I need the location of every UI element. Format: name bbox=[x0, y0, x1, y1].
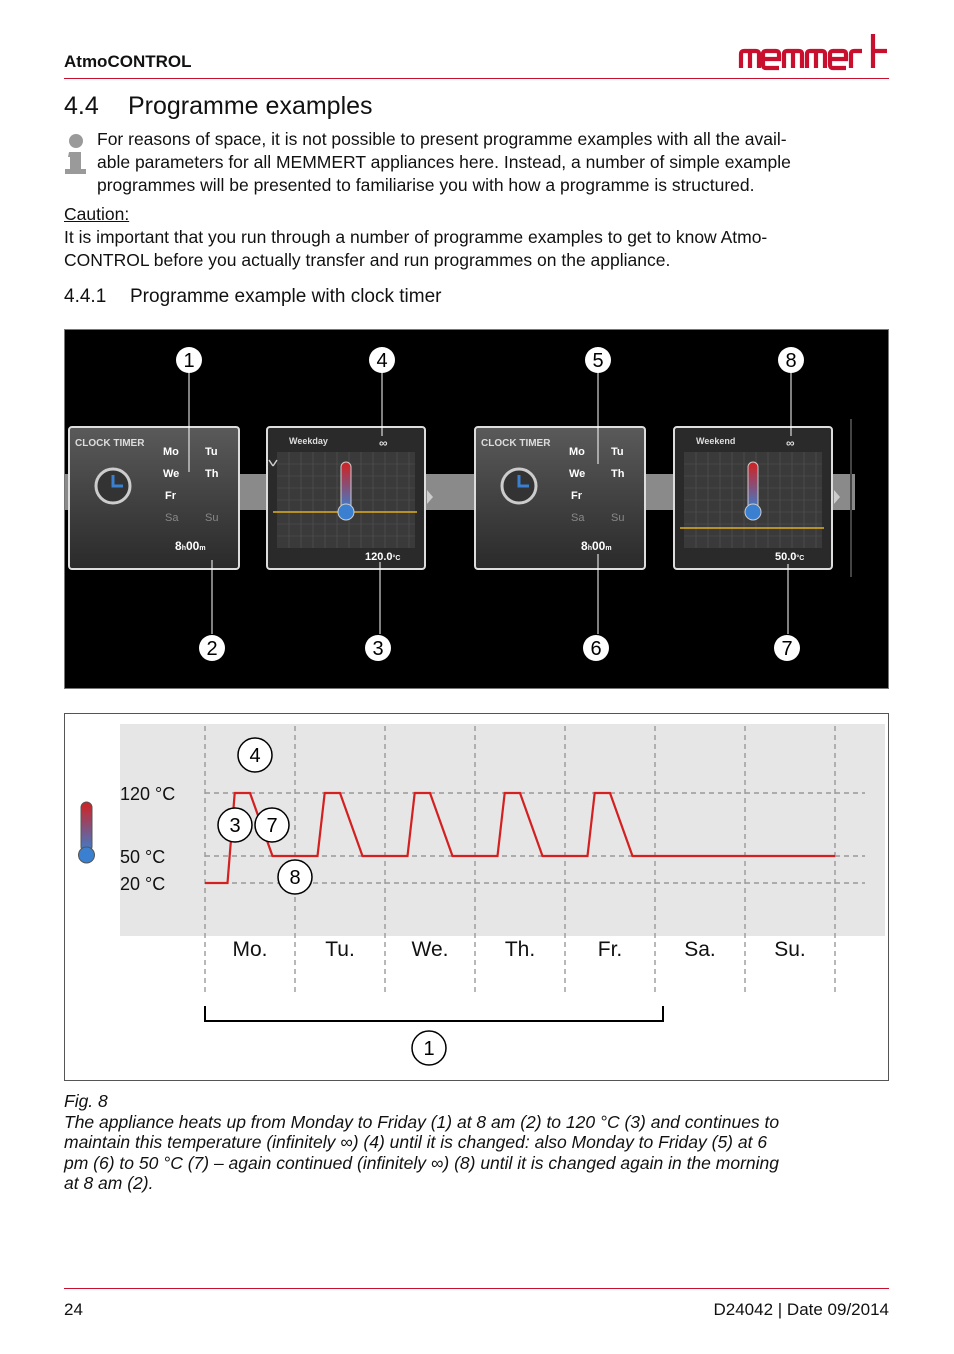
svg-text:Su: Su bbox=[611, 512, 625, 524]
svg-text:1: 1 bbox=[423, 1038, 435, 1060]
svg-text:8: 8 bbox=[289, 867, 301, 889]
y-tick-label: 20 °C bbox=[120, 874, 166, 894]
svg-text:50.0°C: 50.0°C bbox=[775, 551, 805, 563]
day-label: Su. bbox=[774, 938, 806, 961]
svg-text:2: 2 bbox=[206, 638, 218, 660]
svg-text:We: We bbox=[569, 468, 586, 480]
weekend-setpoint-panel bbox=[674, 427, 840, 569]
callout-6 bbox=[583, 635, 609, 661]
y-tick-label: 120 °C bbox=[120, 784, 176, 804]
svg-text:4: 4 bbox=[376, 350, 388, 372]
svg-text:3: 3 bbox=[372, 638, 384, 660]
section-heading: 4.4 Programme examples bbox=[64, 92, 373, 120]
svg-text:Tu: Tu bbox=[611, 446, 624, 458]
svg-text:3: 3 bbox=[229, 815, 241, 837]
caution-block: Caution: It is important that you run through a number of programme examples to get to know Atmo- CONTROL before you actually transfer and run programmes on the appliance. bbox=[64, 203, 894, 272]
svg-text:4: 4 bbox=[249, 745, 261, 767]
svg-text:8h00m: 8h00m bbox=[175, 539, 206, 553]
svg-text:Weekday: Weekday bbox=[289, 436, 328, 446]
callout-2 bbox=[199, 635, 225, 661]
chart-callout-3 bbox=[218, 808, 252, 842]
svg-text:120.0°C: 120.0°C bbox=[365, 551, 401, 563]
svg-text:Th: Th bbox=[205, 468, 219, 480]
svg-text:Tu: Tu bbox=[205, 446, 218, 458]
callout-8 bbox=[778, 347, 804, 373]
day-label: Tu. bbox=[325, 938, 355, 961]
clock-timer-panel-1 bbox=[69, 427, 239, 569]
day-label: Mo. bbox=[232, 938, 268, 961]
thermometer-icon bbox=[79, 802, 95, 863]
info-icon bbox=[64, 132, 90, 176]
info-note: For reasons of space, it is not possible to present programme examples with all the avail- able parameters for all MEMMERT appliances here. Instead, a number of simple example programmes will be presented to familiarise you with how a programme is structured. bbox=[97, 129, 791, 195]
weekday-bracket bbox=[205, 1006, 663, 1021]
document-header-title: AtmoCONTROL bbox=[64, 52, 192, 71]
svg-text:1: 1 bbox=[183, 350, 195, 372]
clock-timer-panel-2 bbox=[475, 427, 645, 569]
svg-text:∞: ∞ bbox=[379, 436, 388, 450]
y-tick-label: 50 °C bbox=[120, 847, 166, 867]
svg-text:Fr: Fr bbox=[571, 490, 582, 502]
svg-text:Sa: Sa bbox=[571, 512, 585, 524]
svg-text:CLOCK TIMER: CLOCK TIMER bbox=[75, 438, 145, 449]
svg-text:7: 7 bbox=[781, 638, 793, 660]
header-rule bbox=[64, 78, 889, 79]
svg-text:7: 7 bbox=[266, 815, 278, 837]
callout-5 bbox=[585, 347, 611, 373]
document-id-date: D24042 | Date 09/2014 bbox=[713, 1300, 889, 1319]
svg-text:CLOCK TIMER: CLOCK TIMER bbox=[481, 438, 551, 449]
svg-text:We: We bbox=[163, 468, 180, 480]
svg-text:Su: Su bbox=[205, 512, 219, 524]
fig-label: Fig. 8 bbox=[64, 1091, 108, 1111]
svg-text:Th: Th bbox=[611, 468, 625, 480]
chart-callout-1 bbox=[412, 1031, 446, 1065]
day-label: Sa. bbox=[684, 938, 716, 961]
subsection-heading: 4.4.1 Programme example with clock timer bbox=[64, 286, 442, 307]
callout-7 bbox=[774, 635, 800, 661]
temperature-profile-figure bbox=[64, 713, 889, 1081]
chart-callout-7 bbox=[255, 808, 289, 842]
callout-3 bbox=[365, 635, 391, 661]
svg-text:Fr: Fr bbox=[165, 490, 176, 502]
day-label: Fr. bbox=[597, 938, 623, 961]
page-number: 24 bbox=[64, 1300, 83, 1319]
footer-rule bbox=[64, 1288, 889, 1289]
svg-text:6: 6 bbox=[590, 638, 602, 660]
memmert-logo bbox=[738, 32, 890, 72]
callout-1 bbox=[176, 347, 202, 373]
svg-text:Mo: Mo bbox=[163, 446, 179, 458]
svg-text:8: 8 bbox=[785, 350, 797, 372]
figure-caption: Fig. 8 The appliance heats up from Monday to Friday (1) at 8 am (2) to 120 °C (3) and continues to maintain this temperature (infinitely ∞) (4) until it is changed: also Monday to Friday (5) at 6 pm (6) to 50 °C (7) – again continued (infinitely ∞) (8) until it is changed again in the morning at 8 am (2). bbox=[64, 1091, 894, 1194]
svg-text:Sa: Sa bbox=[165, 512, 179, 524]
svg-text:∞: ∞ bbox=[786, 436, 795, 450]
chart-callout-4 bbox=[238, 738, 272, 772]
svg-text:Mo: Mo bbox=[569, 446, 585, 458]
day-label: We. bbox=[411, 938, 449, 961]
weekday-setpoint-panel bbox=[267, 427, 433, 569]
svg-text:8h00m: 8h00m bbox=[581, 539, 612, 553]
software-screenshot bbox=[64, 329, 889, 689]
svg-text:5: 5 bbox=[592, 350, 604, 372]
callout-4 bbox=[369, 347, 395, 373]
chart-callout-8 bbox=[278, 860, 312, 894]
svg-text:Weekend: Weekend bbox=[696, 436, 736, 446]
day-label: Th. bbox=[504, 938, 536, 961]
caution-label: Caution: bbox=[64, 204, 130, 224]
